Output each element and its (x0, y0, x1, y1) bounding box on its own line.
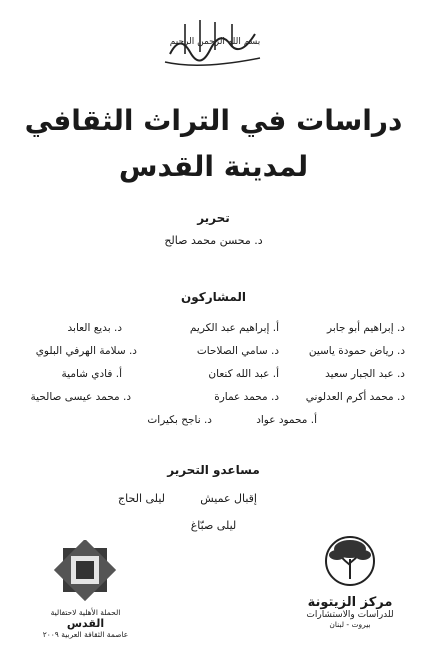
editor-name: د. محسن محمد صالح (164, 234, 263, 247)
title-line-2: لمدينة القدس (118, 150, 309, 183)
title-line-1: دراسات في التراث الثقافي (24, 104, 403, 137)
participants-label: المشاركون (180, 290, 247, 304)
participant: د. محمد عمارة (214, 391, 279, 403)
assistant-name: إقبال عميش (200, 492, 257, 505)
basmala-text: بسم الله الرحمن الرحيم (169, 37, 261, 47)
org-line-2: القدس (66, 617, 105, 630)
centre-location: بيروت - لبنان (329, 620, 371, 629)
basmala-calligraphy (160, 14, 270, 72)
assistants-label: مساعدو التحرير (167, 463, 260, 477)
participant: د. محمد عيسى صالحية (30, 391, 131, 403)
participant: أ. إبراهيم عبد الكريم (189, 322, 279, 334)
editor-label: تحرير (197, 211, 230, 225)
org-line-3: عاصمة الثقافة العربية ٢٠٠٩ (42, 630, 129, 639)
olive-tree-icon (295, 535, 405, 587)
centre-subtitle: للدراسات والاستشارات (306, 610, 394, 620)
centre-name: مركز الزيتونة (307, 595, 393, 610)
zaytouna-centre-logo (295, 535, 405, 645)
participant: د. إبراهيم أبو جابر (327, 322, 405, 334)
star-emblem-icon (28, 540, 143, 602)
assistant-name: ليلى الحاج (118, 492, 165, 505)
participant: أ. عبد الله كنعان (208, 368, 279, 380)
participant: أ. محمود عواد (256, 414, 317, 426)
participant: د. ناجح بكيرات (147, 414, 212, 426)
participant: أ. فادي شامية (61, 368, 122, 380)
assistant-name: ليلى صبّاغ (190, 519, 237, 532)
participant: د. رياض حمودة ياسين (308, 345, 405, 357)
participant: د. سلامة الهرفي البلوي (35, 345, 137, 357)
participant: د. بديع العابد (67, 322, 122, 334)
participant: د. سامي الصلاحات (196, 345, 279, 357)
al-quds-campaign-logo (28, 540, 143, 640)
participant: د. محمد أكرم العدلوني (305, 391, 405, 403)
participant: د. عبد الجبار سعيد (325, 368, 405, 380)
org-line-1: الحملة الأهلية لاحتفالية (50, 608, 121, 617)
